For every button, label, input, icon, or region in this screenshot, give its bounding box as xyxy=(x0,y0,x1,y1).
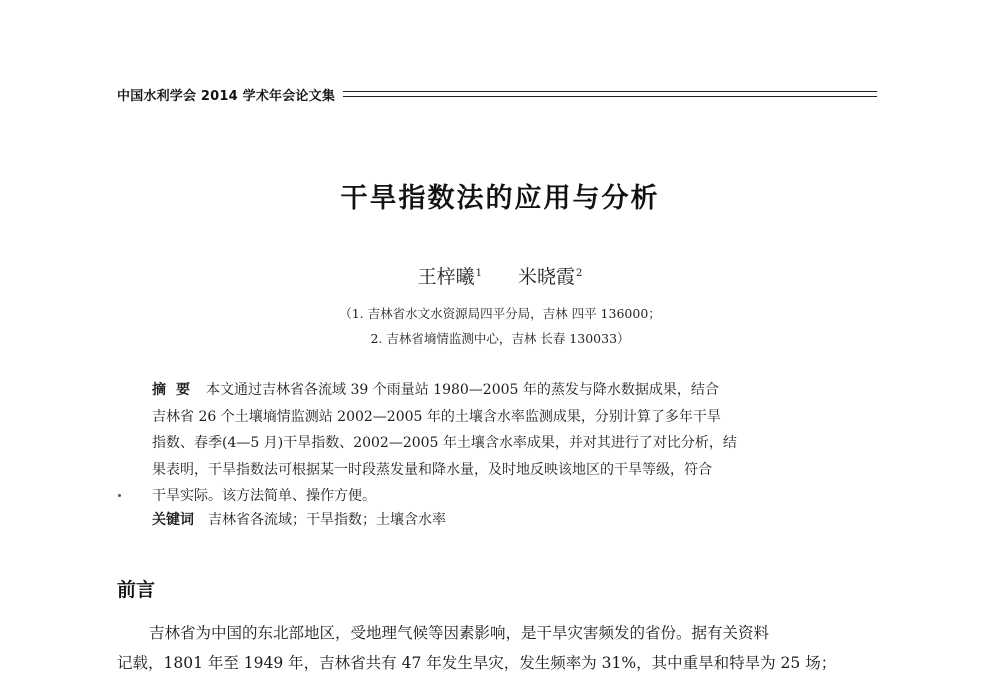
affiliation-mark: 1 xyxy=(475,267,482,279)
abstract-line: 吉林省 26 个土壤墒情监测站 2002—2005 年的土壤含水率监测成果，分别计算了多年干旱 xyxy=(152,408,721,425)
header-rule xyxy=(343,91,877,97)
abstract-line xyxy=(152,377,852,404)
body-line: 记载，1801 年至 1949 年，吉林省共有 47 年发生旱灾，发生频率为 31%，其中重旱和特旱为 25 场； xyxy=(117,654,837,672)
running-header xyxy=(117,84,877,104)
body-line: 吉林省为中国的东北部地区，受地理气候等因素影响，是干旱灾害频发的省份。据有关资料 xyxy=(149,624,770,642)
keywords xyxy=(152,509,446,529)
section-body xyxy=(117,618,882,678)
abstract-line: 指数、春季(4—5 月)干旱指数、2002—2005 年土壤含水率成果，并对其进行了对比分析，结 xyxy=(152,435,737,451)
affiliation-2: 2. 吉林省墒情监测中心，吉林 长春 130033） xyxy=(370,331,630,346)
affiliation-1: （1. 吉林省水文水资源局四平分局，吉林 四平 136000； xyxy=(339,306,661,321)
abstract xyxy=(152,377,852,510)
keywords-text: 吉林省各流域；干旱指数；土壤含水率 xyxy=(208,512,446,528)
author-name: 米晓霞 xyxy=(518,266,576,288)
section-heading: 前言 xyxy=(117,579,156,601)
author-list xyxy=(0,262,1000,289)
affiliation-mark: 2 xyxy=(576,267,583,279)
abstract-text: 本文通过吉林省各流域 39 个雨量站 1980—2005 年的蒸发与降水数据成果，结合 xyxy=(206,382,719,398)
author-2 xyxy=(518,262,582,289)
keywords-label: 关键词 xyxy=(152,512,194,528)
abstract-line: 果表明，干旱指数法可根据某一时段蒸发量和降水量，及时地反映该地区的干旱等级，符合 xyxy=(152,461,712,478)
abstract-line: 干旱实际。该方法简单、操作方便。 xyxy=(152,488,376,504)
author-1 xyxy=(418,262,482,289)
scan-speck xyxy=(118,494,121,497)
paper-title: 干旱指数法的应用与分析 xyxy=(340,183,660,214)
running-header-text: 中国水利学会 2014 学术年会论文集 xyxy=(117,88,336,104)
abstract-label: 摘要 xyxy=(152,382,200,398)
author-name: 王梓曦 xyxy=(417,266,475,288)
